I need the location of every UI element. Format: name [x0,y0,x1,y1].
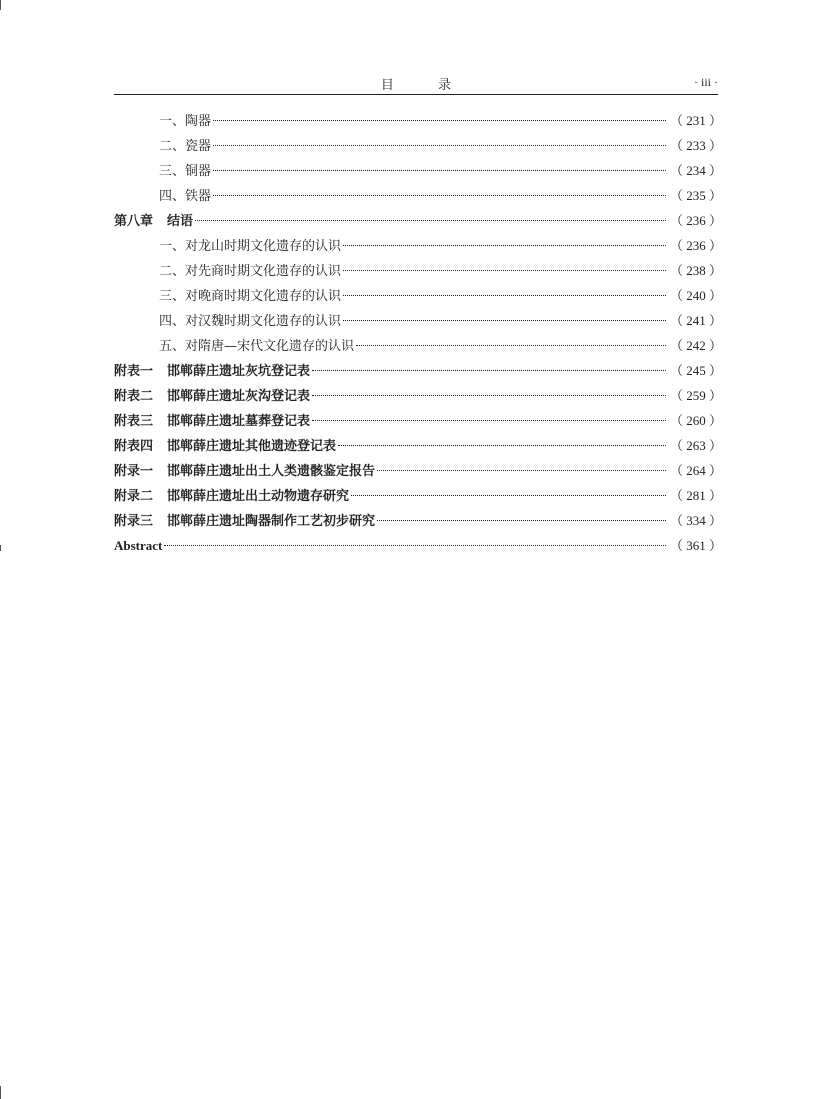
toc-entry-appendix-table-1[interactable] [114,358,723,383]
dot-leader [312,370,666,371]
dot-leader [213,120,666,121]
toc-entry-prefix: 附表二 [114,389,154,404]
toc-entry-title: 邯郸薛庄遗址其他遗迹登记表 [167,439,337,454]
toc-entry-prefix: 附录二 [114,489,154,504]
dot-leader [377,470,666,471]
toc-entry-page: （ 245 ） [670,363,723,378]
dot-leader [343,245,666,246]
crop-mark-bottom [0,1086,1,1099]
toc-entry-page: （ 231 ） [670,113,723,128]
toc-entry-title: 邯郸薛庄遗址出土人类遗骸鉴定报告 [167,464,376,479]
dot-leader [377,520,666,521]
toc-entry-title: 邯郸薛庄遗址陶器制作工艺初步研究 [167,514,376,529]
toc-entry-page: （ 235 ） [670,188,723,203]
dot-leader [343,270,666,271]
dot-leader [213,195,666,196]
toc-entry-porcelain[interactable] [114,133,723,158]
crop-mark-middle [0,545,1,551]
toc-entry-appendix-3[interactable] [114,508,723,533]
toc-entry-label [114,484,349,509]
toc-entry-prefix: 第八章 [114,214,154,229]
toc-entry-appendix-table-2[interactable] [114,383,723,408]
toc-entry-label: 二、对先商时期文化遗存的认识 [159,264,342,279]
dot-leader [213,145,666,146]
toc-entry-label: 三、铜器 [159,164,212,179]
toc-entry-page: （ 241 ） [670,313,723,328]
toc-entry-pottery[interactable] [114,108,723,133]
dot-leader [343,295,666,296]
toc-entry-label [114,409,310,434]
toc-entry-label [114,459,375,484]
toc-entry-appendix-table-4[interactable] [114,433,723,458]
toc-entry-label [114,384,310,409]
dot-leader [351,495,666,496]
toc-entry-page: （ 233 ） [670,138,723,153]
toc-entry-late-shang[interactable] [114,283,723,308]
toc-entry-appendix-1[interactable] [114,458,723,483]
running-header [114,72,718,95]
toc-entry-han-wei[interactable] [114,308,723,333]
toc-entry-proto-shang[interactable] [114,258,723,283]
toc-entry-page: （ 236 ） [670,238,723,253]
toc-entry-label [114,509,375,534]
toc-entry-longshan[interactable] [114,233,723,258]
dot-leader [312,395,666,396]
toc-entry-page: （ 361 ） [670,538,723,553]
toc-entry-label: 四、对汉魏时期文化遗存的认识 [159,314,342,329]
toc-entry-page: （ 259 ） [670,388,723,403]
toc-entry-label: 一、陶器 [159,114,212,129]
page-number: · iii · [694,75,718,89]
toc-entry-page: （ 238 ） [670,263,723,278]
toc-entry-label: 三、对晚商时期文化遗存的认识 [159,289,342,304]
dot-leader [213,170,666,171]
running-header-title: 目 录 [380,78,472,93]
table-of-contents [114,108,723,558]
toc-entry-chapter-8[interactable] [114,208,723,233]
toc-entry-page: （ 240 ） [670,288,723,303]
toc-entry-appendix-2[interactable] [114,483,723,508]
toc-entry-title: 邯郸薛庄遗址墓葬登记表 [167,414,311,429]
toc-entry-label: Abstract [114,538,163,553]
toc-entry-page: （ 263 ） [670,438,723,453]
toc-entry-abstract[interactable] [114,533,723,558]
toc-entry-sui-tang-song[interactable] [114,333,723,358]
toc-entry-title: 结语 [167,214,194,229]
toc-entry-page: （ 260 ） [670,413,723,428]
toc-entry-prefix: 附表四 [114,439,154,454]
dot-leader [356,345,666,346]
toc-entry-page: （ 234 ） [670,163,723,178]
dot-leader [164,545,666,546]
toc-entry-appendix-table-3[interactable] [114,408,723,433]
toc-entry-iron[interactable] [114,183,723,208]
toc-entry-label: 一、对龙山时期文化遗存的认识 [159,239,342,254]
toc-entry-page: （ 236 ） [670,213,723,228]
toc-entry-title: 邯郸薛庄遗址出土动物遗存研究 [167,489,350,504]
toc-entry-label [114,359,310,384]
toc-entry-title: 邯郸薛庄遗址灰沟登记表 [167,389,311,404]
toc-entry-title: 邯郸薛庄遗址灰坑登记表 [167,364,311,379]
crop-mark-top [0,0,1,10]
toc-entry-prefix: 附录一 [114,464,154,479]
toc-entry-label: 二、瓷器 [159,139,212,154]
dot-leader [343,320,666,321]
toc-entry-page: （ 242 ） [670,338,723,353]
toc-entry-page: （ 334 ） [670,513,723,528]
toc-entry-bronze[interactable] [114,158,723,183]
toc-entry-label [114,209,193,234]
toc-entry-page: （ 264 ） [670,463,723,478]
dot-leader [312,420,666,421]
toc-entry-label: 五、对隋唐—宋代文化遗存的认识 [159,339,355,354]
toc-entry-prefix: 附录三 [114,514,154,529]
dot-leader [195,220,666,221]
toc-entry-prefix: 附表一 [114,364,154,379]
toc-entry-prefix: 附表三 [114,414,154,429]
toc-entry-label [114,434,336,459]
dot-leader [338,445,666,446]
toc-entry-page: （ 281 ） [670,488,723,503]
toc-entry-label: 四、铁器 [159,189,212,204]
